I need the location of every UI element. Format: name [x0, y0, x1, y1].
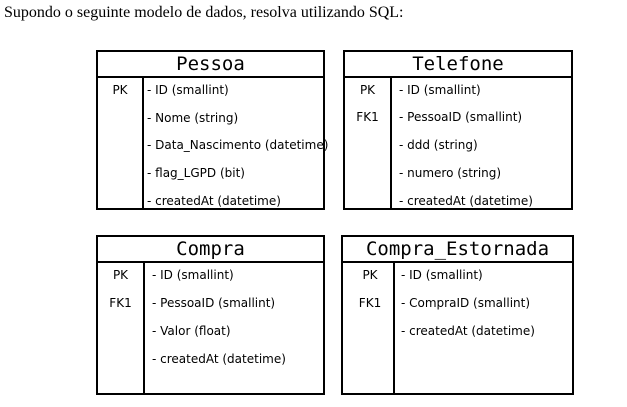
- table-row: [345, 191, 571, 211]
- table-row: [98, 293, 323, 313]
- table-title: Compra_Estornada: [343, 237, 572, 263]
- table-row: [98, 108, 323, 128]
- table-row: [345, 135, 571, 155]
- table-compra-estornada: [341, 235, 574, 395]
- table-row: [345, 163, 571, 183]
- table-pessoa: [96, 50, 329, 210]
- field-label: - ID (smallint): [401, 268, 483, 282]
- table-title: Pessoa: [98, 52, 323, 78]
- table-row: [98, 163, 323, 183]
- table-row: [98, 321, 323, 341]
- key-label: PK: [362, 268, 378, 282]
- table-body: [343, 263, 572, 395]
- table-row: [98, 135, 329, 155]
- table-compra: [96, 235, 325, 395]
- field-label: - ID (smallint): [399, 83, 481, 97]
- field-label: - PessoaID (smallint): [152, 296, 276, 310]
- field-label: - Valor (float): [152, 324, 231, 338]
- table-body: [98, 263, 323, 395]
- field-label: - createdAt (datetime): [401, 324, 535, 338]
- table-body: [98, 78, 329, 210]
- key-label: PK: [112, 83, 128, 97]
- field-label: - createdAt (datetime): [152, 352, 286, 366]
- table-row: [345, 107, 571, 127]
- table-row: [343, 321, 572, 341]
- field-label: - createdAt (datetime): [399, 194, 533, 208]
- field-label: - numero (string): [399, 166, 502, 180]
- key-label: FK1: [109, 296, 132, 310]
- field-label: - PessoaID (smallint): [399, 110, 523, 124]
- table-title: Compra: [98, 237, 323, 263]
- table-row: [345, 80, 571, 100]
- field-label: - Data_Nascimento (datetime): [147, 138, 329, 152]
- field-label: - ID (smallint): [147, 83, 229, 97]
- field-label: - ddd (string): [399, 138, 478, 152]
- field-label: - flag_LGPD (bit): [147, 166, 245, 180]
- table-title: Telefone: [345, 52, 571, 78]
- table-row: [98, 191, 323, 211]
- key-label: PK: [112, 268, 129, 282]
- table-row: [98, 80, 323, 100]
- field-label: - Nome (string): [147, 111, 239, 125]
- table-telefone: [343, 50, 573, 210]
- field-label: - createdAt (datetime): [147, 194, 281, 208]
- table-row: [343, 293, 572, 313]
- table-body: [345, 78, 571, 210]
- key-label: FK1: [358, 296, 382, 310]
- field-label: - CompraID (smallint): [401, 296, 531, 310]
- intro-text: Supondo o seguinte modelo de dados, resolva utilizando SQL:: [4, 4, 404, 21]
- table-row: [98, 349, 323, 369]
- field-label: - ID (smallint): [152, 268, 234, 282]
- key-label: FK1: [356, 110, 379, 124]
- table-row: [343, 265, 572, 285]
- table-row: [98, 265, 323, 285]
- key-label: PK: [359, 83, 376, 97]
